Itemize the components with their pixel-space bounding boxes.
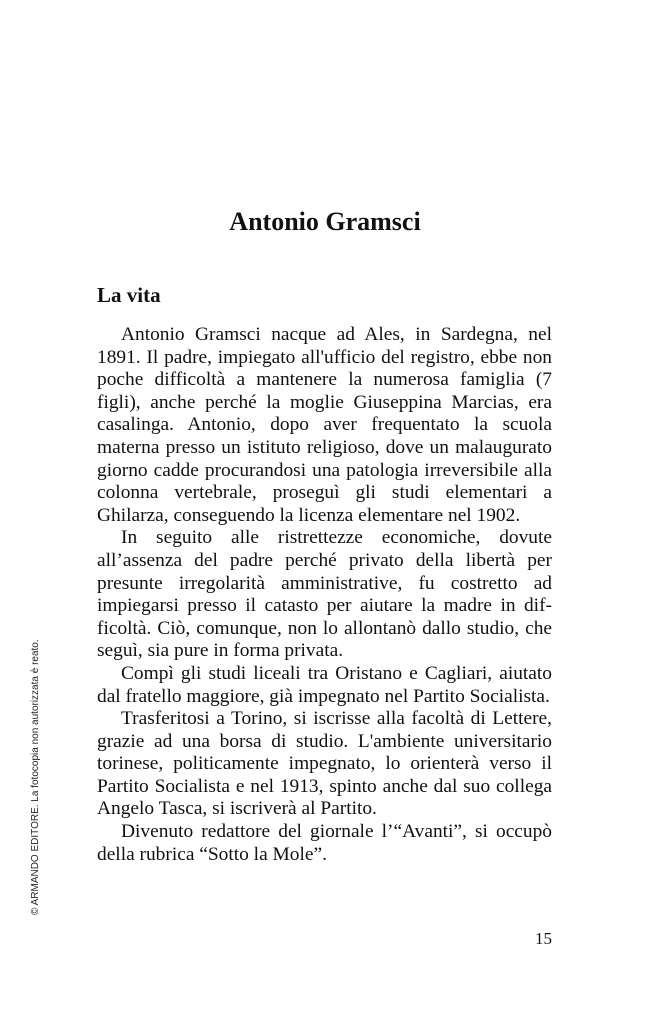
- body-text: [97, 324, 552, 866]
- paragraph: Trasferitosi a Torino, si iscrisse alla facoltà di Lettere, grazie ad una borsa di studio. L'ambiente universitario torinese, politicamente impegnato, lo orienterà verso il Partito Socialista e nel 1913, spinto anche dal suo collega Angelo Tasca, si iscriverà al Partito.: [97, 708, 552, 820]
- paragraph: Compì gli studi liceali tra Oristano e Cagliari, aiutato dal fratello maggiore, già impegnato nel Partito Socialista.: [97, 662, 552, 707]
- page-number: 15: [535, 929, 552, 948]
- paragraph: In seguito alle ristrettezze economiche, dovute all’assenza del padre perché privato della libertà per presunte irregolarità amministrative, fu costretto ad impiegarsi presso il catasto per aiutare la madre in difficoltà. Ciò, comunque, non lo allontanò dallo studio, che seguì, sia pure in forma privata.: [97, 527, 552, 662]
- section-heading: La vita: [97, 283, 161, 307]
- page-title: Antonio Gramsci: [229, 207, 421, 236]
- paragraph: Divenuto redattore del giornale l’“Avanti”, si occupò della rubrica “Sotto la Mole”.: [97, 821, 552, 865]
- paragraph: Antonio Gramsci nacque ad Ales, in Sardegna, nel 1891. Il padre, impiegato all'ufficio del registro, ebbe non poche difficoltà a mantenere la numerosa famiglia (7 figli), anche perché la moglie Giuseppina Marcias, era casalinga. Antonio, dopo aver frequentato la scuola materna presso un istituto religioso, dove un malaugurato giorno cadde procurandosi una patologia irreversibile alla colonna vertebrale, proseguì gli studi elementari a Ghilarza, conseguendo la licenza elementare nel 1902.: [97, 324, 552, 526]
- copyright-notice: © ARMANDO EDITORE. La fotocopia non autorizzata è reato.: [30, 639, 41, 915]
